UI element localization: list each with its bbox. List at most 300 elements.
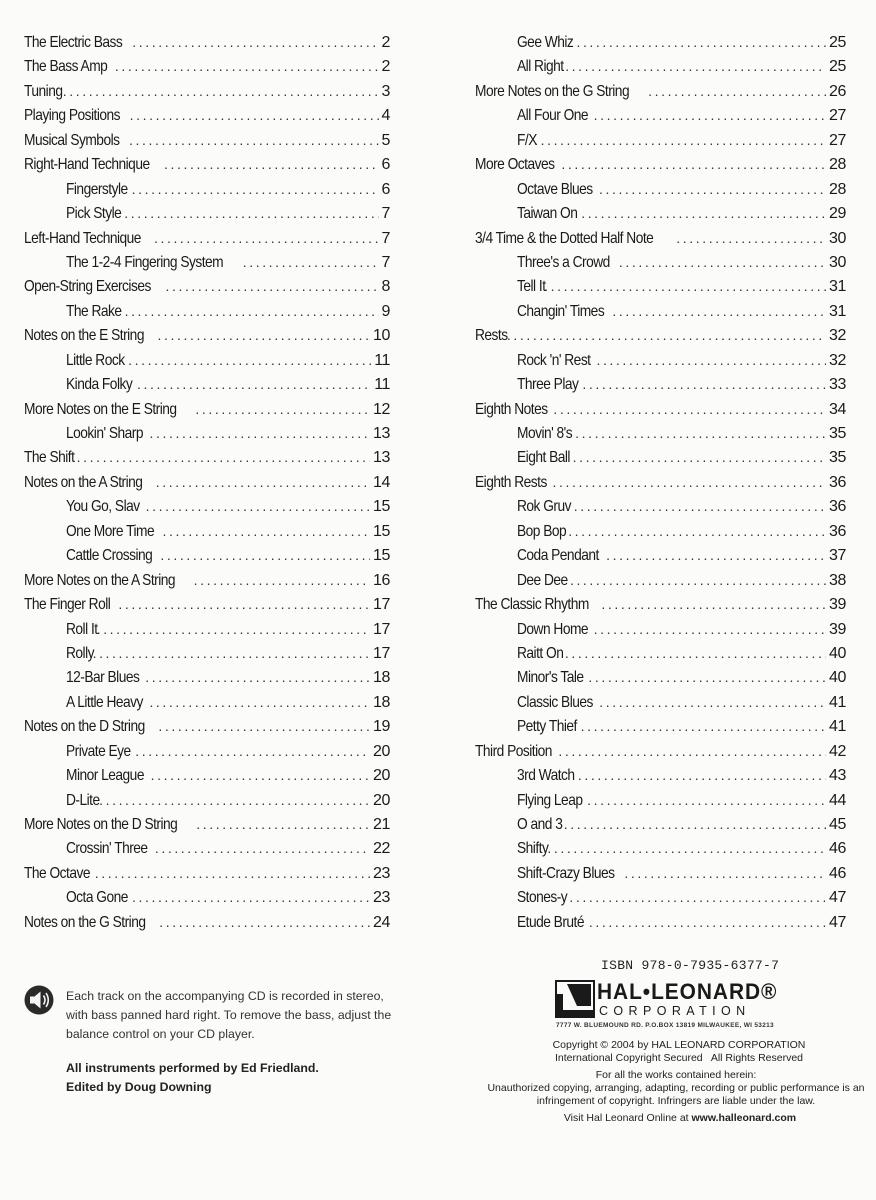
dot-leader bbox=[150, 425, 370, 441]
toc-entry-page: 2 bbox=[381, 34, 390, 51]
toc-entry bbox=[475, 621, 846, 645]
dot-leader bbox=[135, 743, 370, 759]
toc-entry-title: A Little Heavy bbox=[66, 693, 143, 711]
toc-entry-page: 17 bbox=[373, 596, 390, 614]
toc-entry-page: 25 bbox=[829, 58, 846, 76]
toc-entry bbox=[475, 83, 846, 107]
toc-entry-page: 13 bbox=[373, 449, 390, 467]
dot-leader bbox=[581, 205, 826, 221]
toc-entry bbox=[475, 401, 846, 425]
dot-leader bbox=[155, 840, 370, 856]
toc-entry-page: 8 bbox=[381, 278, 390, 296]
toc-entry bbox=[475, 278, 846, 302]
toc-entry-page: 7 bbox=[381, 205, 390, 223]
dot-leader bbox=[561, 156, 826, 172]
toc-entry-title: The Bass Amp bbox=[24, 58, 108, 76]
dot-leader bbox=[589, 914, 826, 930]
toc-entry bbox=[24, 83, 390, 107]
toc-entry-page: 20 bbox=[373, 791, 390, 809]
toc-entry bbox=[475, 352, 846, 376]
toc-entry bbox=[475, 376, 846, 400]
toc-entry-title: Eighth Notes bbox=[475, 400, 548, 418]
toc-entry bbox=[475, 669, 846, 693]
logo-corporation: CORPORATION bbox=[599, 1004, 751, 1018]
dot-leader bbox=[132, 889, 370, 905]
toc-entry bbox=[475, 694, 846, 718]
toc-entry-title: Changin' Times bbox=[517, 302, 605, 320]
toc-entry bbox=[475, 230, 846, 254]
toc-entry bbox=[475, 596, 846, 620]
toc-entry-title: More Notes on the D String bbox=[24, 816, 178, 833]
toc-entry-page: 31 bbox=[829, 278, 846, 296]
hal-leonard-logo bbox=[555, 976, 805, 1028]
dot-leader bbox=[648, 83, 826, 99]
visit-line bbox=[540, 1112, 820, 1125]
toc-entry-page: 17 bbox=[373, 620, 390, 638]
dot-leader bbox=[124, 205, 378, 221]
toc-entry bbox=[475, 303, 846, 327]
toc-entry bbox=[24, 523, 390, 547]
toc-entry bbox=[24, 596, 390, 620]
toc-entry-page: 44 bbox=[829, 791, 846, 809]
toc-entry bbox=[24, 718, 390, 742]
dot-leader bbox=[132, 181, 379, 197]
publisher-address: 7777 W. BLUEMOUND RD. P.O.BOX 13819 MILWAUKEE, WI 53213 bbox=[556, 1022, 774, 1029]
dot-leader bbox=[243, 254, 379, 270]
toc-entry-page: 27 bbox=[829, 107, 846, 125]
dot-leader bbox=[154, 230, 379, 246]
dot-leader bbox=[129, 132, 378, 148]
toc-entry-title: Right-Hand Technique bbox=[24, 156, 150, 174]
dot-leader bbox=[77, 449, 370, 465]
toc-entry-title: Crossin' Three bbox=[66, 840, 148, 858]
toc-entry-page: 47 bbox=[829, 913, 846, 931]
toc-entry-page: 42 bbox=[829, 742, 846, 760]
toc-entry-title: Octave Blues bbox=[517, 180, 593, 198]
dot-leader bbox=[151, 767, 370, 783]
toc-entry bbox=[24, 474, 390, 498]
toc-entry-title: Lookin' Sharp bbox=[66, 425, 144, 442]
toc-entry bbox=[24, 889, 390, 913]
toc-entry-page: 34 bbox=[829, 400, 846, 418]
toc-entry bbox=[24, 816, 390, 840]
credits bbox=[66, 1059, 319, 1097]
toc-entry bbox=[24, 352, 390, 376]
toc-entry bbox=[475, 181, 846, 205]
toc-entry-title: Notes on the E String bbox=[24, 327, 144, 345]
dot-leader bbox=[130, 107, 379, 123]
toc-entry-title: Private Eye bbox=[66, 742, 131, 760]
toc-entry bbox=[475, 498, 846, 522]
toc-entry-title: Rolly bbox=[66, 644, 95, 662]
toc-entry-title: Taiwan On bbox=[517, 205, 578, 223]
toc-entry-title: The Finger Roll bbox=[24, 596, 111, 614]
dot-leader bbox=[125, 303, 379, 319]
copyright-line: Copyright © 2004 by HAL LEONARD CORPORATION bbox=[552, 1039, 806, 1051]
toc-entry-page: 7 bbox=[381, 253, 390, 271]
works-notice bbox=[480, 1069, 872, 1108]
toc-entry-title: Tuning bbox=[24, 82, 63, 100]
dot-leader bbox=[676, 230, 826, 246]
dot-leader bbox=[601, 596, 826, 612]
toc-entry-title: Stones-y bbox=[517, 889, 568, 907]
toc-entry-title: Movin' 8's bbox=[517, 425, 573, 442]
website-link[interactable]: www.halleonard.com bbox=[691, 1112, 797, 1124]
toc-entry-title: Roll It bbox=[66, 620, 98, 638]
toc-entry-title: The Rake bbox=[66, 302, 122, 320]
toc-entry bbox=[24, 303, 390, 327]
toc-entry bbox=[475, 254, 846, 278]
toc-entry-title: You Go, Slav bbox=[66, 498, 140, 516]
toc-entry-title: Notes on the A String bbox=[24, 473, 143, 491]
toc-entry bbox=[475, 743, 846, 767]
toc-entry-title: More Notes on the A String bbox=[24, 571, 176, 589]
toc-entry-title: 12-Bar Blues bbox=[66, 669, 140, 687]
toc-entry-title: The Electric Bass bbox=[24, 34, 123, 51]
dot-leader bbox=[156, 474, 370, 490]
toc-entry-title: Gee Whiz bbox=[517, 34, 574, 51]
dot-leader bbox=[582, 376, 826, 392]
toc-entry-page: 41 bbox=[829, 718, 846, 736]
dot-leader bbox=[619, 254, 826, 270]
dot-leader bbox=[128, 352, 371, 368]
dot-leader bbox=[565, 645, 826, 661]
dot-leader bbox=[196, 816, 370, 832]
toc-entry bbox=[24, 230, 390, 254]
toc-column-right bbox=[475, 34, 846, 938]
toc-entry-page: 38 bbox=[829, 571, 846, 589]
toc-entry-page: 27 bbox=[829, 131, 846, 149]
toc-entry-title: Shifty bbox=[517, 840, 549, 858]
dot-leader bbox=[599, 694, 826, 710]
toc-entry-page: 11 bbox=[374, 351, 390, 369]
toc-entry bbox=[24, 694, 390, 718]
toc-entry bbox=[475, 425, 846, 449]
dot-leader bbox=[534, 132, 826, 148]
dot-leader bbox=[553, 401, 826, 417]
toc-entry-page: 19 bbox=[373, 718, 390, 736]
dot-leader bbox=[599, 181, 826, 197]
toc-entry-page: 6 bbox=[381, 180, 390, 198]
dot-leader bbox=[162, 523, 370, 539]
toc-entry-page: 12 bbox=[373, 400, 390, 418]
toc-entry-title: Etude Bruté bbox=[517, 913, 584, 931]
toc-entry-page: 46 bbox=[829, 840, 846, 858]
toc-entry bbox=[24, 327, 390, 351]
dot-leader bbox=[558, 743, 826, 759]
toc-entry-title: Musical Symbols bbox=[24, 131, 120, 149]
dot-leader bbox=[145, 669, 370, 685]
works-line-1: For all the works contained herein: bbox=[595, 1069, 757, 1081]
toc-entry bbox=[24, 449, 390, 473]
toc-entry bbox=[475, 34, 846, 58]
toc-entry bbox=[24, 621, 390, 645]
toc-entry bbox=[475, 327, 846, 351]
visit-prefix: Visit Hal Leonard Online at bbox=[563, 1112, 692, 1124]
dot-leader bbox=[159, 914, 370, 930]
toc-entry-title: More Notes on the E String bbox=[24, 400, 177, 418]
editor-credit: Edited by Doug Downing bbox=[66, 1080, 212, 1094]
toc-entry bbox=[24, 645, 390, 669]
toc-entry-title: Down Home bbox=[517, 620, 589, 638]
dot-leader bbox=[565, 58, 826, 74]
toc-entry-page: 6 bbox=[381, 156, 390, 174]
toc-entry-title: Three's a Crowd bbox=[517, 253, 610, 271]
toc-entry bbox=[24, 376, 390, 400]
toc-entry-page: 11 bbox=[374, 376, 390, 394]
toc-entry-page: 45 bbox=[829, 816, 846, 833]
toc-entry bbox=[475, 547, 846, 571]
toc-entry-title: Fingerstyle bbox=[66, 180, 128, 198]
dot-leader bbox=[93, 645, 370, 661]
dot-leader bbox=[99, 792, 370, 808]
speaker-icon bbox=[24, 985, 54, 1015]
copyright-block bbox=[548, 1039, 810, 1065]
toc-entry bbox=[24, 401, 390, 425]
dot-leader bbox=[158, 718, 370, 734]
works-line-2: Unauthorized copying, arranging, adapting, recording or public performance is an infringement of copyright. Infringers are liable under the law. bbox=[487, 1082, 865, 1107]
toc-entry bbox=[24, 58, 390, 82]
toc-entry-title: Eighth Rests bbox=[475, 473, 547, 491]
toc-entry-title: Classic Blues bbox=[517, 693, 593, 711]
dot-leader bbox=[158, 327, 371, 343]
toc-entry-page: 32 bbox=[829, 327, 846, 345]
toc-entry-page: 14 bbox=[373, 473, 390, 491]
dot-leader bbox=[507, 327, 826, 343]
dot-leader bbox=[624, 865, 826, 881]
toc-entry-page: 17 bbox=[373, 644, 390, 662]
toc-entry-title: O and 3 bbox=[517, 816, 563, 833]
toc-entry bbox=[475, 156, 846, 180]
toc-entry-title: F/X bbox=[517, 131, 537, 149]
dot-leader bbox=[164, 156, 378, 172]
toc-entry bbox=[24, 107, 390, 131]
toc-entry-page: 16 bbox=[373, 571, 390, 589]
dot-leader bbox=[553, 474, 826, 490]
toc-entry-title: Shift-Crazy Blues bbox=[517, 864, 615, 882]
toc-entry-page: 39 bbox=[829, 596, 846, 614]
toc-entry-title: Rests bbox=[475, 327, 508, 345]
toc-entry-page: 36 bbox=[829, 473, 846, 491]
toc-entry-title: Minor League bbox=[66, 767, 144, 785]
toc-entry-page: 40 bbox=[829, 669, 846, 687]
toc-entry bbox=[475, 449, 846, 473]
toc-entry-page: 40 bbox=[829, 644, 846, 662]
toc-entry-page: 23 bbox=[373, 864, 390, 882]
toc-column-left bbox=[24, 34, 390, 938]
toc-entry-page: 24 bbox=[373, 913, 390, 931]
toc-entry-title: All Right bbox=[517, 58, 564, 76]
dot-leader bbox=[588, 669, 826, 685]
dot-leader bbox=[137, 376, 371, 392]
toc-entry-title: The 1-2-4 Fingering System bbox=[66, 253, 224, 271]
toc-entry-page: 10 bbox=[373, 327, 390, 345]
toc-entry-page: 29 bbox=[829, 205, 846, 223]
toc-entry bbox=[24, 205, 390, 229]
toc-entry-title: Flying Leap bbox=[517, 791, 583, 809]
toc-entry-page: 32 bbox=[829, 351, 846, 369]
toc-entry bbox=[475, 718, 846, 742]
toc-entry bbox=[475, 816, 846, 840]
toc-entry-page: 36 bbox=[829, 522, 846, 540]
dot-leader bbox=[606, 547, 826, 563]
toc-entry-title: One More Time bbox=[66, 522, 155, 540]
toc-entry-page: 33 bbox=[829, 376, 846, 394]
toc-entry bbox=[475, 107, 846, 131]
toc-entry-page: 9 bbox=[381, 302, 390, 320]
dot-leader bbox=[594, 621, 826, 637]
dot-leader bbox=[95, 865, 370, 881]
toc-entry-page: 22 bbox=[373, 840, 390, 858]
toc-entry-title: The Octave bbox=[24, 864, 90, 882]
toc-entry-title: Third Position bbox=[475, 742, 552, 760]
dot-leader bbox=[569, 889, 826, 905]
toc-entry-title: Raitt On bbox=[517, 644, 564, 662]
toc-entry bbox=[24, 132, 390, 156]
toc-entry-title: All Four One bbox=[517, 107, 589, 125]
toc-entry-title: Tell It bbox=[517, 278, 546, 296]
toc-entry bbox=[24, 669, 390, 693]
toc-entry bbox=[24, 743, 390, 767]
dot-leader bbox=[195, 401, 370, 417]
toc-entry bbox=[24, 425, 390, 449]
toc-entry-page: 15 bbox=[373, 522, 390, 540]
toc-entry-page: 37 bbox=[829, 547, 846, 565]
toc-entry-title: The Shift bbox=[24, 449, 75, 467]
toc-entry-page: 30 bbox=[829, 229, 846, 247]
toc-entry bbox=[24, 181, 390, 205]
toc-entry-title: Bop Bop bbox=[517, 522, 567, 540]
toc-entry-title: Octa Gone bbox=[66, 889, 128, 907]
dot-leader bbox=[575, 425, 826, 441]
toc-entry bbox=[24, 840, 390, 864]
dot-leader bbox=[146, 498, 370, 514]
toc-entry-page: 13 bbox=[373, 425, 390, 442]
toc-entry bbox=[475, 572, 846, 596]
toc-entry bbox=[475, 132, 846, 156]
dot-leader bbox=[544, 278, 826, 294]
toc-entry-page: 25 bbox=[829, 34, 846, 51]
toc-entry-page: 5 bbox=[381, 131, 390, 149]
toc-entry-title: Cattle Crossing bbox=[66, 547, 153, 565]
toc-entry-page: 20 bbox=[373, 767, 390, 785]
toc-entry bbox=[475, 792, 846, 816]
toc-entry bbox=[24, 792, 390, 816]
toc-entry-page: 46 bbox=[829, 864, 846, 882]
toc-entry-title: Three Play bbox=[517, 376, 579, 394]
toc-entry bbox=[24, 572, 390, 596]
toc-entry bbox=[475, 767, 846, 791]
toc-entry-title: Eight Ball bbox=[517, 449, 570, 467]
toc-entry-title: 3rd Watch bbox=[517, 767, 575, 785]
dot-leader bbox=[576, 34, 826, 50]
dot-leader bbox=[578, 767, 826, 783]
cd-note-text: Each track on the accompanying CD is recorded in stereo, with bass panned hard right. To remove the bass, adjust the balance control on your CD player. bbox=[66, 989, 392, 1041]
toc-entry-page: 21 bbox=[373, 816, 390, 833]
toc-entry-page: 4 bbox=[381, 107, 390, 125]
dot-leader bbox=[165, 278, 378, 294]
toc-entry-title: More Notes on the G String bbox=[475, 82, 630, 100]
toc-entry-page: 28 bbox=[829, 156, 846, 174]
toc-entry-page: 30 bbox=[829, 253, 846, 271]
toc-entry-page: 15 bbox=[373, 547, 390, 565]
isbn: ISBN 978-0-7935-6377-7 bbox=[601, 958, 780, 973]
toc-entry-title: Coda Pendant bbox=[517, 547, 599, 565]
toc-entry-title: The Classic Rhythm bbox=[475, 596, 589, 614]
toc-entry bbox=[475, 205, 846, 229]
toc-entry-title: Rok Gruv bbox=[517, 498, 571, 516]
dot-leader bbox=[118, 596, 370, 612]
toc-entry-page: 2 bbox=[381, 58, 390, 76]
toc-entry-page: 43 bbox=[829, 767, 846, 785]
toc-entry bbox=[24, 278, 390, 302]
dot-leader bbox=[574, 498, 826, 514]
dot-leader bbox=[63, 83, 379, 99]
toc-entry bbox=[24, 547, 390, 571]
toc-entry-page: 18 bbox=[373, 693, 390, 711]
dot-leader bbox=[160, 547, 370, 563]
hal-leonard-mark-icon bbox=[555, 980, 595, 1018]
dot-leader bbox=[573, 449, 826, 465]
toc-entry-title: Open-String Exercises bbox=[24, 278, 151, 296]
toc-entry bbox=[475, 645, 846, 669]
toc-entry bbox=[24, 767, 390, 791]
performer-credit: All instruments performed by Ed Friedland. bbox=[66, 1061, 319, 1075]
dot-leader bbox=[594, 107, 826, 123]
dot-leader bbox=[570, 572, 826, 588]
toc-entry-page: 31 bbox=[829, 302, 846, 320]
dot-leader bbox=[194, 572, 370, 588]
toc-entry-title: Playing Positions bbox=[24, 107, 121, 125]
toc-entry-page: 15 bbox=[373, 498, 390, 516]
toc-entry bbox=[475, 474, 846, 498]
dot-leader bbox=[115, 58, 379, 74]
toc-entry-page: 18 bbox=[373, 669, 390, 687]
toc-entry bbox=[24, 156, 390, 180]
dot-leader bbox=[587, 792, 826, 808]
logo-name: HAL•LEONARD® bbox=[597, 979, 778, 1004]
toc-entry-page: 36 bbox=[829, 498, 846, 516]
toc-entry-title: Dee Dee bbox=[517, 571, 568, 589]
toc-entry-page: 26 bbox=[829, 82, 846, 100]
toc-entry bbox=[475, 840, 846, 864]
toc-entry-title: Little Rock bbox=[66, 351, 125, 369]
toc-entry-title: D-Lite bbox=[66, 791, 100, 809]
toc-entry bbox=[24, 34, 390, 58]
toc-entry-page: 35 bbox=[829, 425, 846, 442]
dot-leader bbox=[97, 621, 370, 637]
toc-entry bbox=[475, 523, 846, 547]
intl-copyright-line: International Copyright Secured All Rights Reserved bbox=[554, 1052, 804, 1064]
toc-entry bbox=[24, 914, 390, 938]
toc-entry bbox=[475, 865, 846, 889]
dot-leader bbox=[596, 352, 826, 368]
toc-entry bbox=[475, 889, 846, 913]
toc-entry-title: Rock 'n' Rest bbox=[517, 351, 591, 369]
toc-entry-page: 39 bbox=[829, 620, 846, 638]
toc-entry-page: 47 bbox=[829, 889, 846, 907]
toc-entry-page: 3 bbox=[381, 82, 390, 100]
toc-entry bbox=[475, 58, 846, 82]
toc-entry-title: 3/4 Time & the Dotted Half Note bbox=[475, 229, 654, 247]
dot-leader bbox=[149, 694, 370, 710]
toc-entry-title: Petty Thief bbox=[517, 718, 577, 736]
toc-entry-page: 20 bbox=[373, 742, 390, 760]
dot-leader bbox=[612, 303, 826, 319]
toc-entry-page: 28 bbox=[829, 180, 846, 198]
toc-entry-title: Pick Style bbox=[66, 205, 122, 223]
toc-entry-title: Left-Hand Technique bbox=[24, 229, 141, 247]
